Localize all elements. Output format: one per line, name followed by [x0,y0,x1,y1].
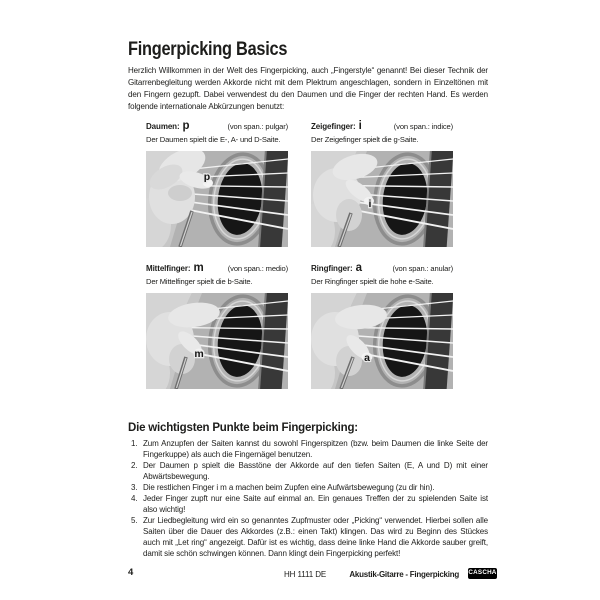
item-number: 5. [131,516,138,525]
figure-description: Der Mittelfinger spielt die b-Saite. [146,277,253,286]
item-text: Jeder Finger zupft nur eine Saite auf einmal an. Ein genaues Treffen der zu spielenden Saite ist also wichtig! [143,494,488,514]
abbreviation-letter: a [355,262,362,274]
photo-letter-overlay: i [368,198,372,210]
page-number: 4 [128,567,134,578]
list-item [131,482,488,493]
figure-description: Der Daumen spielt die E-, A- und D-Saite. [146,135,281,144]
figure-daumen [146,121,288,247]
item-number: 1. [131,439,138,448]
guitar-photo-illustration [146,151,288,247]
figure-ringfinger [311,263,453,389]
list-item [131,493,488,515]
abbreviation-letter: m [193,262,204,274]
guitar-photo-thumb [146,151,288,247]
figure-label-row [146,121,288,135]
points-list [131,438,488,559]
print-code: HH 1111 DE [284,570,327,579]
page-title: Fingerpicking Basics [128,38,288,60]
abbreviation-letter: i [358,120,362,132]
finger-name: Mittelfinger: [146,264,191,273]
photo-letter-overlay: p [203,171,211,183]
item-number: 2. [131,461,138,470]
guitar-photo-illustration [146,293,288,389]
spanish-origin-note: (von span.: medio) [227,264,288,273]
item-number: 3. [131,483,138,492]
abbreviation-letter: p [182,120,190,132]
spanish-origin-note: (von span.: pulgar) [227,122,288,131]
figure-zeigefinger [311,121,453,247]
figure-description: Der Ringfinger spielt die hohe e-Saite. [311,277,434,286]
spanish-origin-note: (von span.: anular) [392,264,453,273]
list-item [131,515,488,559]
cascha-logo [468,568,497,579]
spanish-origin-note: (von span.: indice) [393,122,453,131]
photo-letter-overlay: a [364,352,370,364]
item-number: 4. [131,494,138,503]
item-text: Zum Anzupfen der Saiten kannst du sowohl Fingerspitzen (bzw. beim Daumen die linke Seite der Fingerkuppe) als auch die Fingernägel benutzen. [143,439,488,459]
finger-figures-grid [146,121,453,389]
figure-label-row [311,263,453,277]
cascha-logo-text: CASCHA [468,569,497,577]
guitar-photo-illustration [311,293,453,389]
item-text: Die restlichen Finger i m a machen beim Zupfen eine Aufwärtsbewegung (zu dir hin). [143,483,435,492]
intro-paragraph: Herzlich Willkommen in der Welt des Fingerpicking, auch „Fingerstyle“ genannt! Bei dieser Technik der Gitarrenbegleitung werden Akkorde nicht mit dem Plektrum angeschlagen, sondern in Einzeltönen mit den Fingern gezupft. Dabei verwendest du den Daumen und die Finger der rechten Hand. Es werden folgende internationale Abkürzungen benutzt: [128,66,488,111]
list-item [131,460,488,482]
figure-label-row [146,263,288,277]
figure-description: Der Zeigefinger spielt die g-Saite. [311,135,419,144]
guitar-photo-index [311,151,453,247]
photo-letter-overlay: m [194,348,204,360]
figure-label-row [311,121,453,135]
guitar-photo-ring [311,293,453,389]
figure-mittelfinger [146,263,288,389]
finger-name: Ringfinger: [311,264,353,273]
points-heading: Die wichtigsten Punkte beim Fingerpicking: [128,421,358,434]
guitar-photo-middle [146,293,288,389]
guitar-photo-illustration [311,151,453,247]
series-title: Akustik-Gitarre - Fingerpicking [349,570,459,579]
list-item [131,438,488,460]
item-text: Der Daumen p spielt die Basstöne der Akkorde auf den tiefen Saiten (E, A und D) mit einer Abwärtsbewegung. [143,461,488,481]
item-text: Zur Liedbegleitung wird ein so genanntes Zupfmuster oder „Picking“ verwendet. Hierbei sollen alle Saiten über die Dauer des Akkordes (z.B.: einen Takt) klingen. Das wird zu Beginn des Stückes auch mit „Let ring“ angezeigt. Dafür ist es wichtig, dass deine linke Hand die Akkorde sauber greift, damit sie schön schwingen können. Dann klingt dein Fingerpicking perfekt! [143,516,488,558]
finger-name: Zeigefinger: [311,122,356,131]
finger-name: Daumen: [146,122,180,131]
